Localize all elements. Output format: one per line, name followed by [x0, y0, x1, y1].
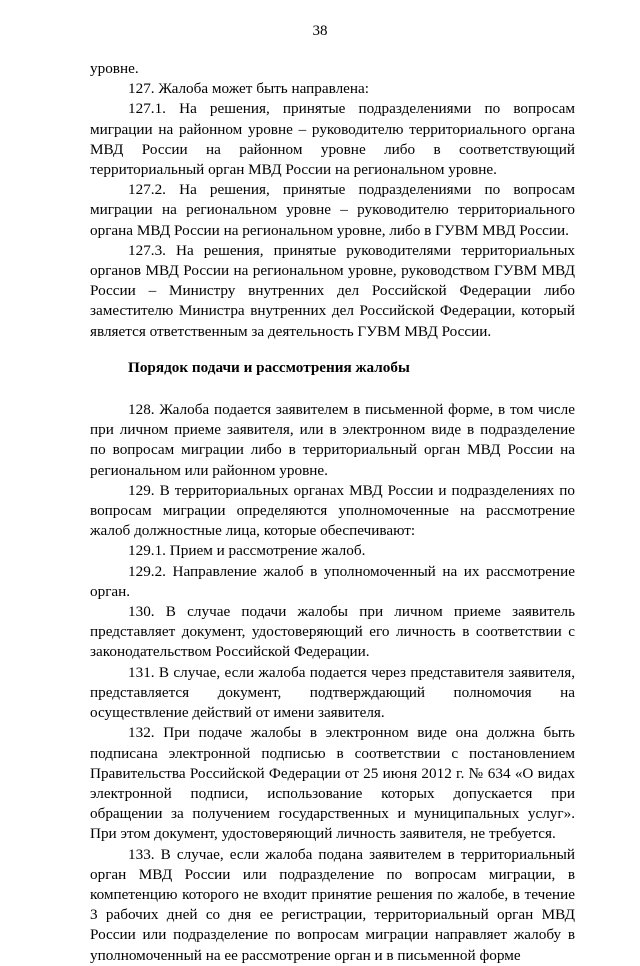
paragraph-132: 132. При подаче жалобы в электронном виде она должна быть подписана электронной подписью в соответствии с постановлением Правительства Российской Федерации от 25 июня 2012 г. № 634 «О видах электронной подписи, использование которых допускается при обращении за получением государственных и муниципальных услуг». При этом документ, удостоверяющий личность заявителя, не требуется. — [90, 724, 575, 843]
paragraph-127-3: 127.3. На решения, принятые руководителями территориальных органов МВД России на региональном уровне, руководством ГУВМ МВД России – Министру внутренних дел Российской Федерации либо заместителю Министра внутренних дел Российской Федерации, который является ответственным за деятельность ГУВМ МВД России. — [90, 241, 575, 340]
paragraph-129-1: 129.1. Прием и рассмотрение жалоб. — [128, 542, 366, 560]
paragraph-133: 133. В случае, если жалоба подана заявителем в территориальный орган МВД России или подразделение по вопросам миграции, в компетенцию которого не входит принятие решения по жалобе, в течение 3 рабочих дней со дня ее регистрации, территориальный орган МВД России или подразделение по вопросам миграции направляет жалобу в уполномоченный на ее рассмотрение орган и в письменной форме — [90, 845, 575, 964]
continuation-text: уровне. — [90, 60, 139, 77]
paragraph-127: 127. Жалоба может быть направлена: — [128, 80, 370, 98]
paragraph-129-2: 129.2. Направление жалоб в уполномоченный на их рассмотрение орган. — [90, 562, 575, 600]
paragraph-127-2: 127.2. На решения, принятые подразделениями по вопросам миграции на региональном уровне – руководителю территориального органа МВД России на региональном уровне, либо в ГУВМ МВД России. — [90, 181, 575, 239]
page-number: 38 — [312, 23, 328, 39]
paragraph-127-1: 127.1. На решения, принятые подразделениями по вопросам миграции на районном уровне – руководителю территориального органа МВД России на районном уровне либо в соответствующий территориальный орган МВД России на региональном уровне. — [90, 100, 575, 179]
paragraph-131: 131. В случае, если жалоба подается через представителя заявителя, представляется документ, подтверждающий полномочия на осуществление действий от имени заявителя. — [90, 663, 575, 722]
paragraph-130: 130. В случае подачи жалобы при личном приеме заявитель представляет документ, удостоверяющий его личность в соответствии с законодательством Российской Федерации. — [90, 603, 575, 661]
paragraph-129: 129. В территориальных органах МВД России и подразделениях по вопросам миграции определяются уполномоченные на рассмотрение жалоб должностные лица, которые обеспечивают: — [90, 481, 575, 540]
paragraph-128: 128. Жалоба подается заявителем в письменной форме, в том числе при личном приеме заявителя, или в электронном виде в подразделение по вопросам миграции либо в территориальный орган МВД России на региональном или районном уровне. — [90, 401, 575, 479]
section-heading: Порядок подачи и рассмотрения жалобы — [128, 358, 410, 376]
document-body — [90, 59, 575, 966]
